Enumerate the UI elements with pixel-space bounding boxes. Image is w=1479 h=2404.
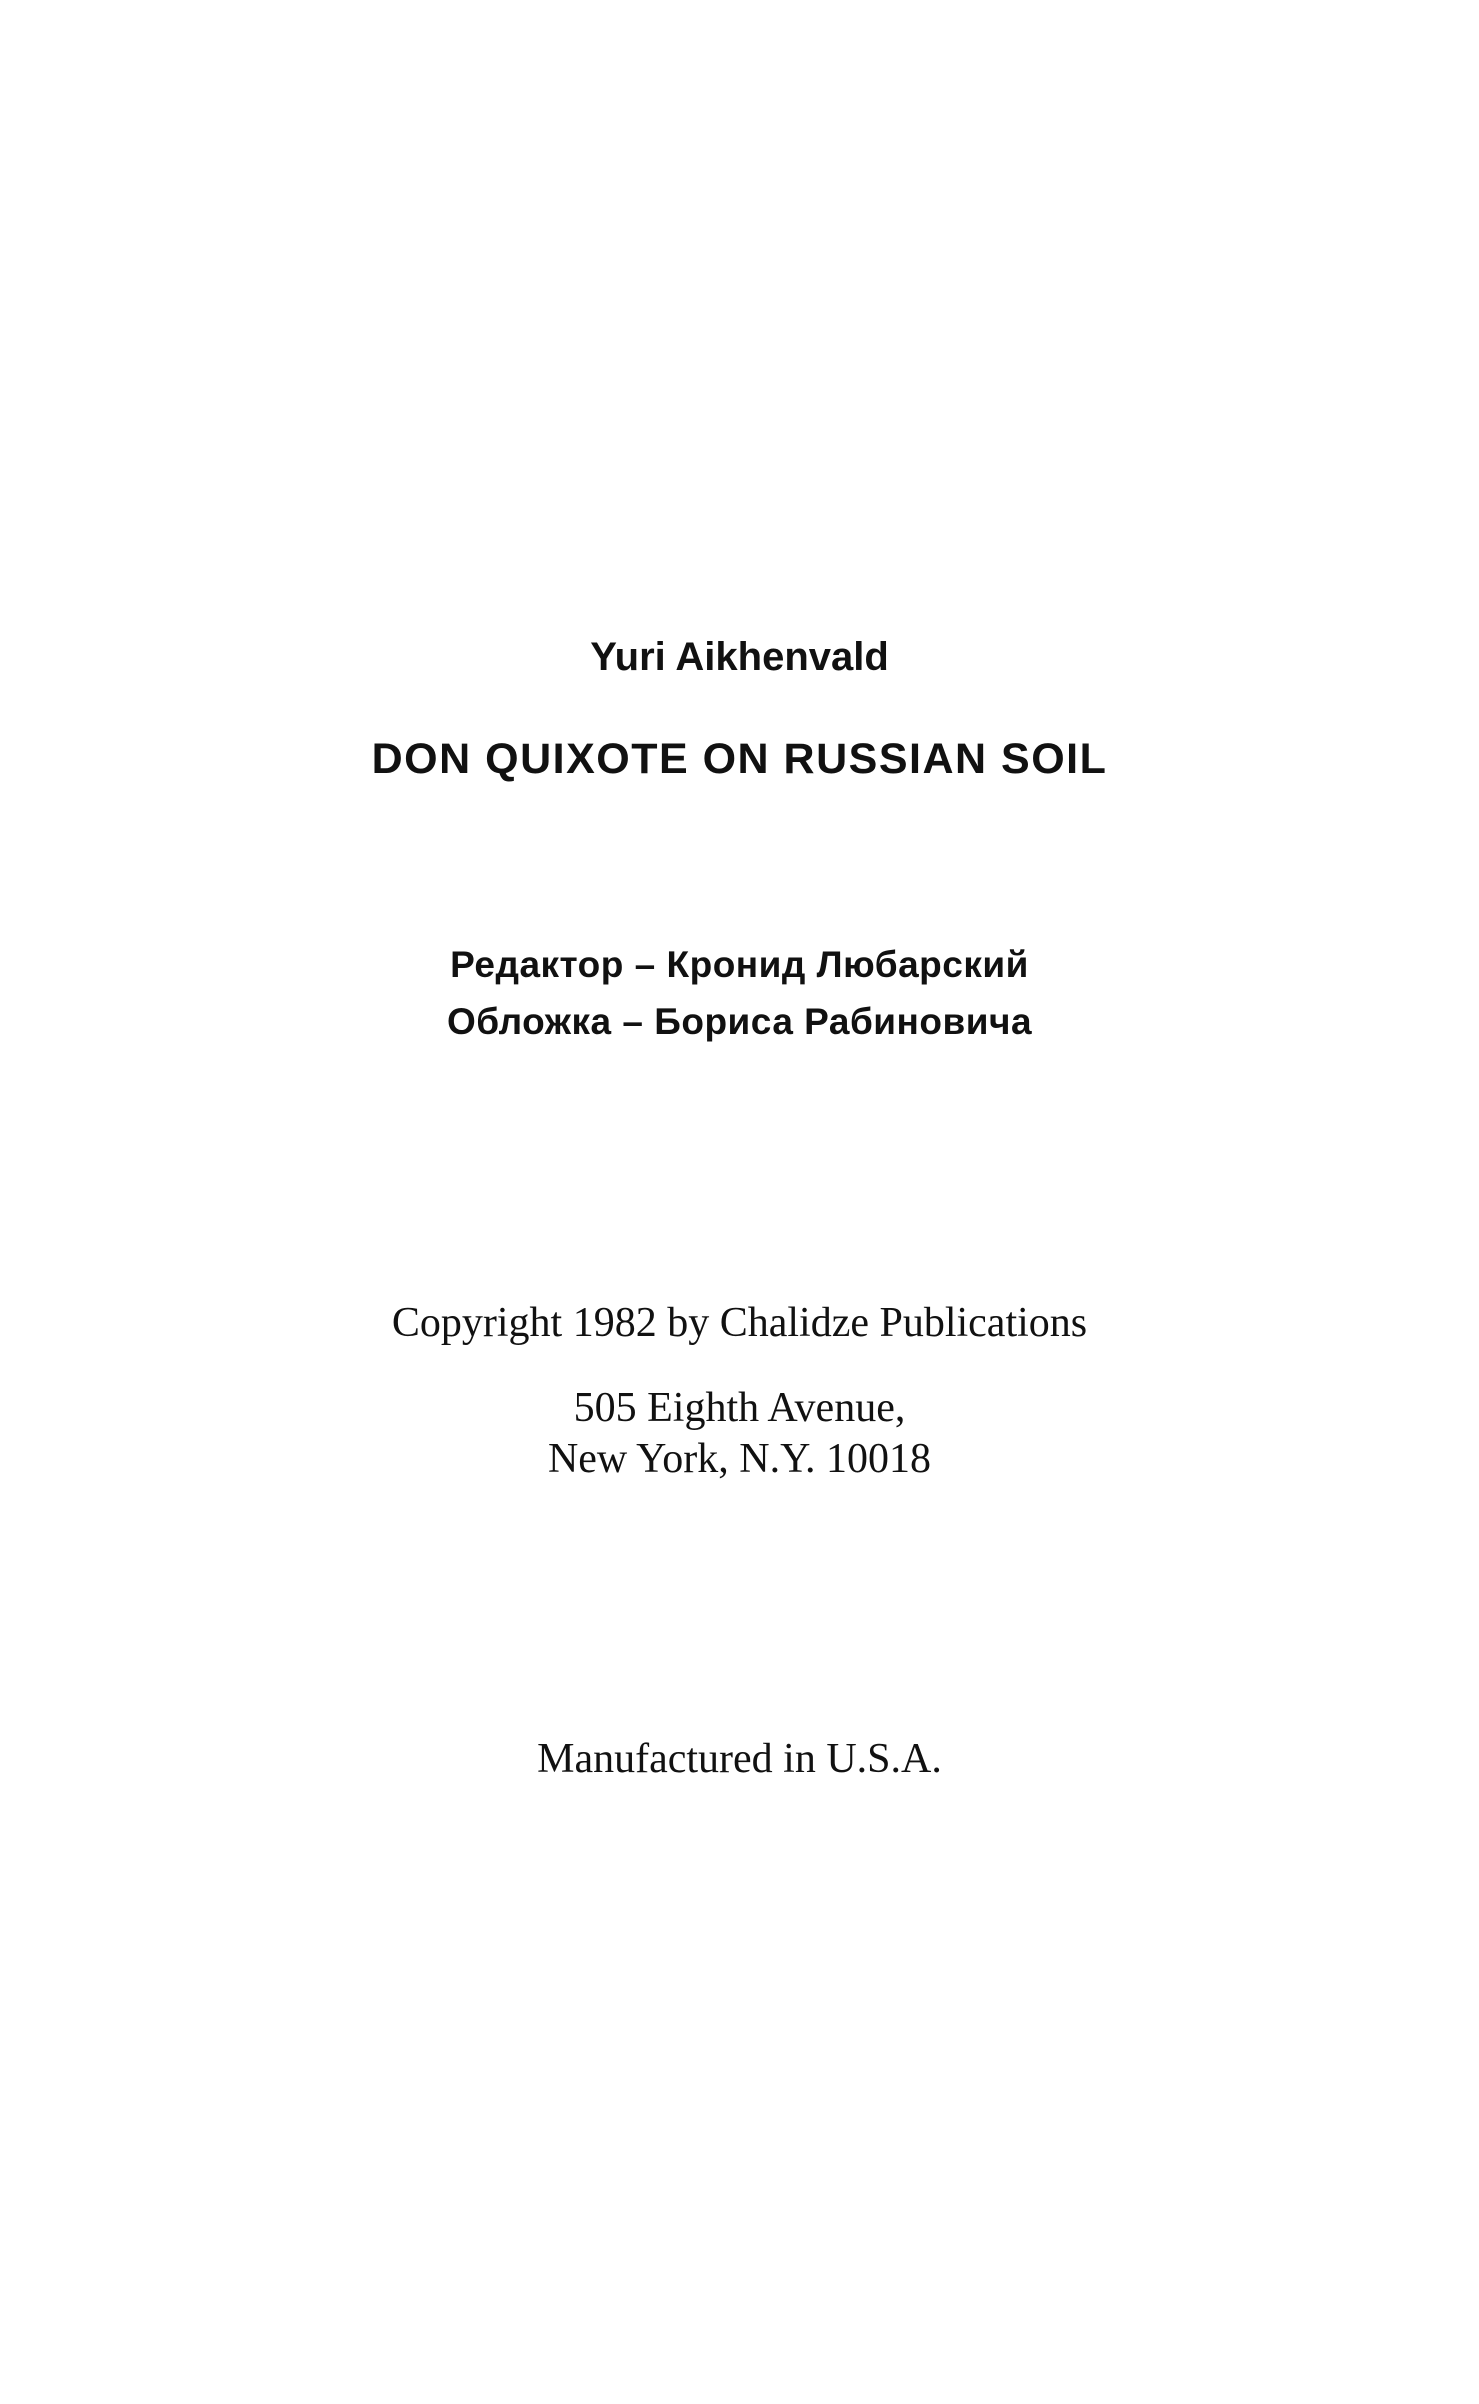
editor-credit: Редактор – Кронид Любарский [450, 944, 1029, 985]
author-name: Yuri Aikhenvald [590, 635, 889, 679]
publisher-address-line1: 505 Eighth Avenue, [573, 1385, 906, 1431]
book-title: DON QUIXOTE ON RUSSIAN SOIL [371, 735, 1108, 783]
copyright-notice: Copyright 1982 by Chalidze Publications [391, 1300, 1088, 1346]
cover-credit: Обложка – Бориса Рабиновича [446, 1001, 1033, 1042]
manufactured-notice: Manufactured in U.S.A. [537, 1736, 942, 1782]
publisher-address-line2: New York, N.Y. 10018 [547, 1436, 932, 1482]
